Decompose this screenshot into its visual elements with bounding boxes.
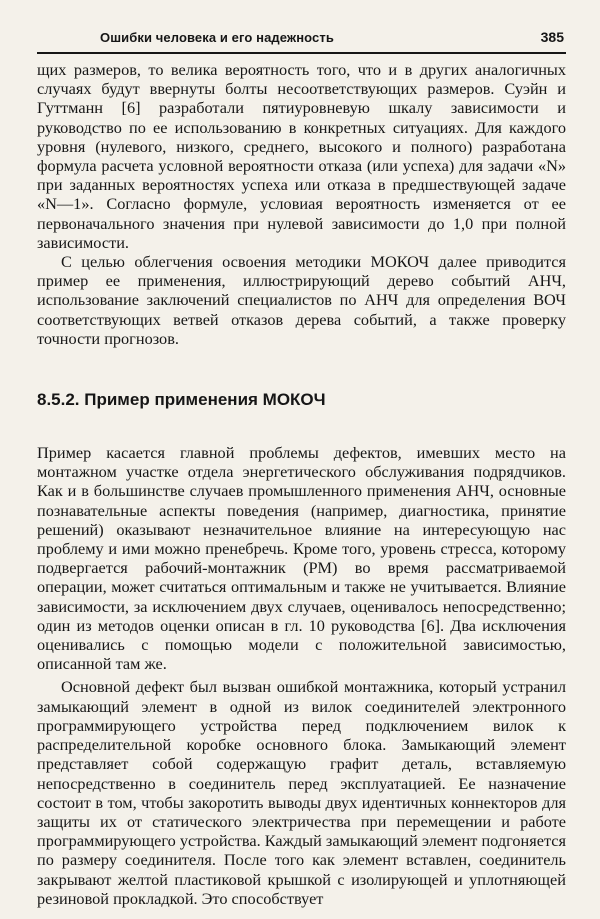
section-spacer <box>37 348 566 390</box>
page-header <box>37 24 566 54</box>
paragraph-defect-problem: Пример касается главной проблемы дефектов, имевших место на монтажном участке отдела энергетического обслуживания подрядчиков. Как и в большинстве случаев промышленного применения АНЧ, основные познавательные аспекты поведения (например, диагностика, принятие решений) оказывают незначительное влияние на интересующую нас проблему и ими можно пренебречь. Кроме того, уровень стресса, которому подвергается рабочий-монтажник (РМ) во время рассматриваемой операции, может считаться оптимальным и также не учитывается. Влияние зависимости, за исключением двух случаев, оценивалось непосредственно; один из методов оценки описан в гл. 10 руководства [6]. Два исключения оценивались с помощью модели с положительной зависимостью, описанной там же. <box>37 443 566 674</box>
page-body <box>37 60 566 908</box>
heading-spacer <box>37 410 566 443</box>
paragraph-example-intro: С целью облегчения освоения методики МОКОЧ далее приводится пример ее применения, иллюстрирующий дерево событий АНЧ, использование заключений специалистов по АНЧ для определения ВОЧ соответствующих ветвей отказов дерева событий, а также проверку точности прогнозов. <box>37 252 566 348</box>
section-heading: 8.5.2. Пример применения МОКОЧ <box>37 390 326 410</box>
paragraph-dependence-scale: щих размеров, то велика вероятность того, что и в других аналогичных случаях будут ввернуты болты несоответствующих размеров. Суэйн и Гуттманн [6] разработали пятиуровневую шкалу зависимости и руководство по ее использованию в конкретных ситуациях. Для каждого уровня (нулевого, низкого, среднего, высокого и полного) разработана формула расчета условной вероятности отказа (или успеха) для задачи «N» при заданных вероятностях успеха или отказа в предшествующей задаче «N—1». Согласно формуле, условиая вероятность изменяется от ее первоначального значения при нулевой зависимости до 1,0 при полной зависимости. <box>37 60 566 252</box>
page-number: 385 <box>540 29 564 45</box>
running-title: Ошибки человека и его надежность <box>100 30 334 45</box>
paragraph-main-defect: Основной дефект был вызван ошибкой монтажника, который устранил замыкающий элемент в одной из вилок соединителей электронного программирующего устройства перед подключением вилок к распределительной коробке основного блока. Замыкающий элемент представляет собой содержащую графит деталь, вставляемую непосредственно в соединитель перед эксплуатацией. Ее назначение состоит в том, чтобы закоротить выводы двух идентичных коннекторов для защиты их от статического электричества при перемещении и работе программирующего устройства. Каждый замыкающий элемент подгоняется по размеру соединителя. После того как элемент вставлен, соединитель закрывают желтой пластиковой крышкой с изолирующей и уплотняющей резиновой прокладкой. Это способствует <box>37 677 566 908</box>
